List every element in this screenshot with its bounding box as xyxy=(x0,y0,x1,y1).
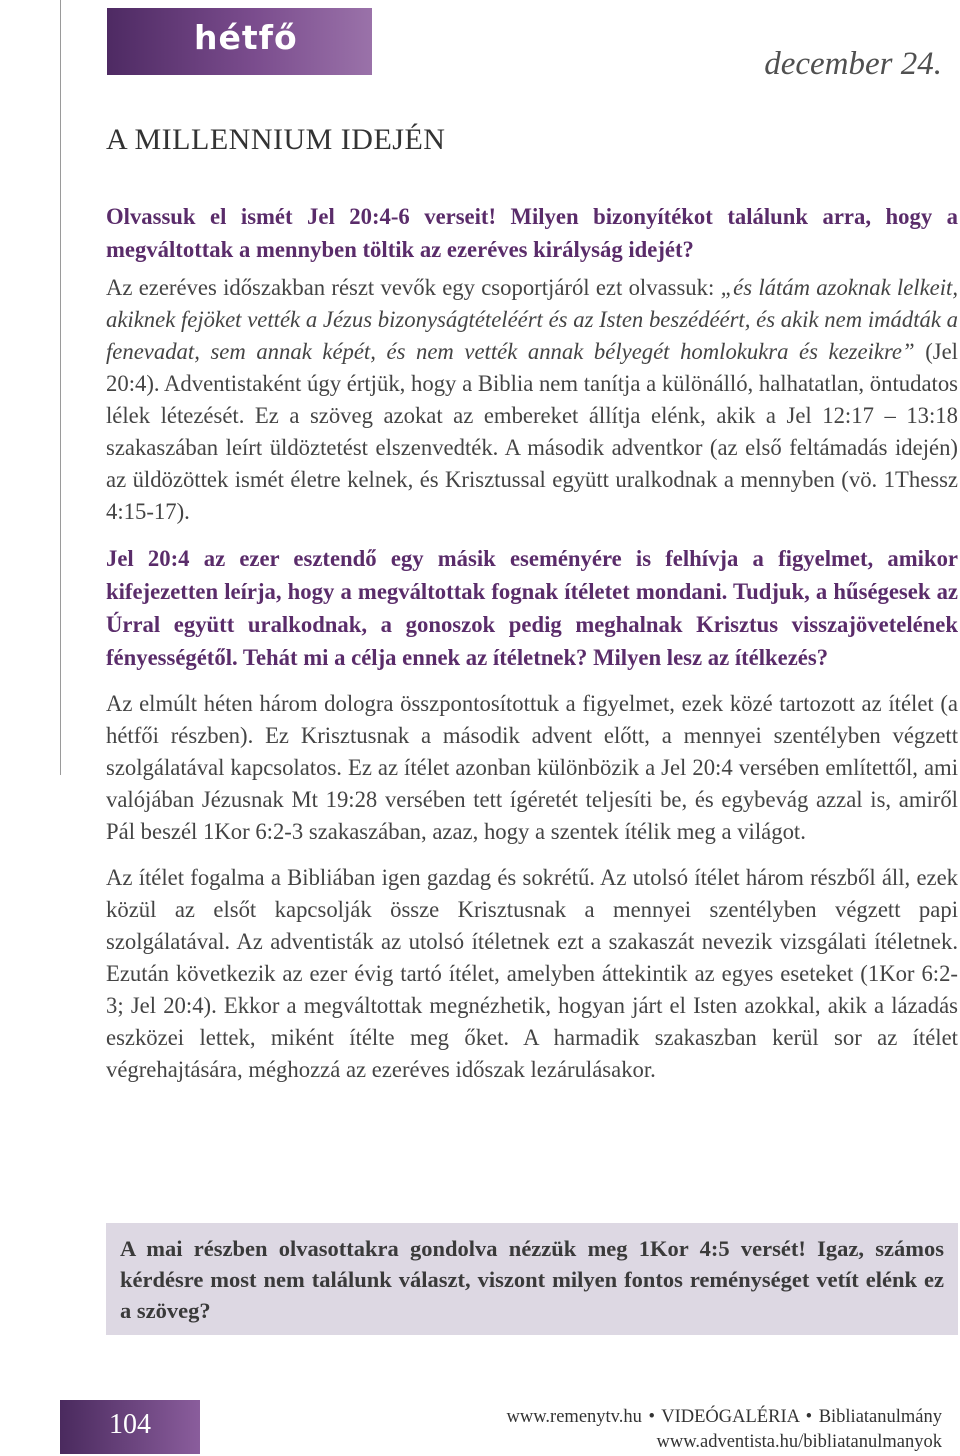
paragraph-2: Az elmúlt héten három dologra összpontosítottuk a figyelmet, ezek közé tartozott az ítélet (a hétfői részben). Ez Krisztusnak a második advent előtt, a mennyei szentélyben végzett szolgálatával kapcsolatos. Ez az ítélet azonban különbözik a Jel 20:4 versében említettől, ami valójában Jézusnak Mt 19:28 versében tett ígéretét teljesíti be, és egybevág azzal is, amiről Pál beszél 1Kor 6:2-3 szakaszában, azaz, hogy a szentek ítélik meg a világot. xyxy=(106,691,958,844)
page-number: 104 xyxy=(109,1409,151,1440)
date-label: december 24. xyxy=(764,46,942,82)
page-title: A MILLENNIUM IDEJÉN xyxy=(106,123,446,156)
paragraph-1-rest: (Jel 20:4). Adventistaként úgy értjük, hogy a Biblia nem tanítja a különálló, halhatatlan, öntudatos lélek létezését. Ez a szöveg azokat az embereket állítja elénk, akik a Jel 12:17 – 13:18 szakaszában leírt üldöztetést elszenvedték. A második adventkor (az első feltámadás idején) az üldözöttek ismét életre kelnek, és Krisztussal együtt uralkodnak a mennyben (vö. 1Thessz 4:15-17). xyxy=(106,339,958,524)
footer-links xyxy=(507,1405,942,1455)
highlight-box-text: A mai részben olvasottakra gondolva nézzük meg 1Kor 4:5 versét! Igaz, számos kérdésre most nem találunk választ, viszont milyen fontos reménységet vetít elénk ez a szöveg? xyxy=(120,1236,944,1323)
footer-separator: • xyxy=(648,1407,655,1427)
paragraph-3: Az ítélet fogalma a Bibliában igen gazdag és sokrétű. Az utolsó ítélet három részből áll, ezek közül az elsőt kapcsolják össze Krisztusnak a mennyei szentélyben végzett papi szolgálatával. Az adventisták az utolsó ítéletnek ezt a szakaszát nevezik vizsgálati ítéletnek. Ezután következik az ezer évig tartó ítélet, amelyben áttekintik az egyes eseteket (1Kor 6:2-3; Jel 20:4). Ekkor a megváltottak megnézhetik, hogyan járt el Isten azokkal, akik a lázadás eszközei lettek, miként ítélte meg őket. A harmadik szakaszban kerül sor az ítélet végrehajtására, méghozzá az ezeréves időszak lezárulásakor. xyxy=(106,865,958,1082)
footer-link-videogaleria[interactable]: VIDEÓGALÉRIA xyxy=(661,1407,799,1427)
footer-separator: • xyxy=(805,1407,813,1427)
paragraph-1-quote: „és látám azoknak lelkeit, akiknek fejöket vették a Jézus bizonyságtételéért és az Isten beszédéért, és akik nem imádták a fenevadat, sem annak képét, és nem vették annak bélyegét homlokukra és kezeikre” xyxy=(106,275,959,364)
footer-link-remenytv[interactable]: www.remenytv.hu xyxy=(506,1407,642,1427)
highlight-box xyxy=(106,1223,958,1335)
main-content xyxy=(106,200,958,1086)
day-badge xyxy=(107,8,372,75)
margin-rule xyxy=(60,0,61,775)
paragraph-1-intro: Az ezeréves időszakban részt vevők egy csoportjáról ezt olvassuk: xyxy=(106,275,721,300)
paragraph-1 xyxy=(106,272,958,528)
question-1: Olvassuk el ismét Jel 20:4-6 verseit! Milyen bizonyítékot találunk arra, hogy a megváltottak a mennyben töltik az ezeréves királyság idejét? xyxy=(106,204,958,262)
page-number-badge xyxy=(60,1400,200,1454)
question-2: Jel 20:4 az ezer esztendő egy másik eseményére is felhívja a figyelmet, amikor kifejezetten leírja, hogy a megváltottak fognak ítéletet mondani. Tudjuk, a hűségesek az Úrral együtt uralkodnak, a gonoszok pedig meghalnak Krisztus visszajövetelének fényességétől. Tehát mi a célja ennek az ítéletnek? Milyen lesz az ítélkezés? xyxy=(106,546,958,670)
footer-link-adventista[interactable]: www.adventista.hu/bibliatanulmanyok xyxy=(656,1432,942,1452)
footer-link-bibliatanulmany[interactable]: Bibliatanulmány xyxy=(818,1407,942,1427)
day-label: hétfő xyxy=(194,18,298,57)
